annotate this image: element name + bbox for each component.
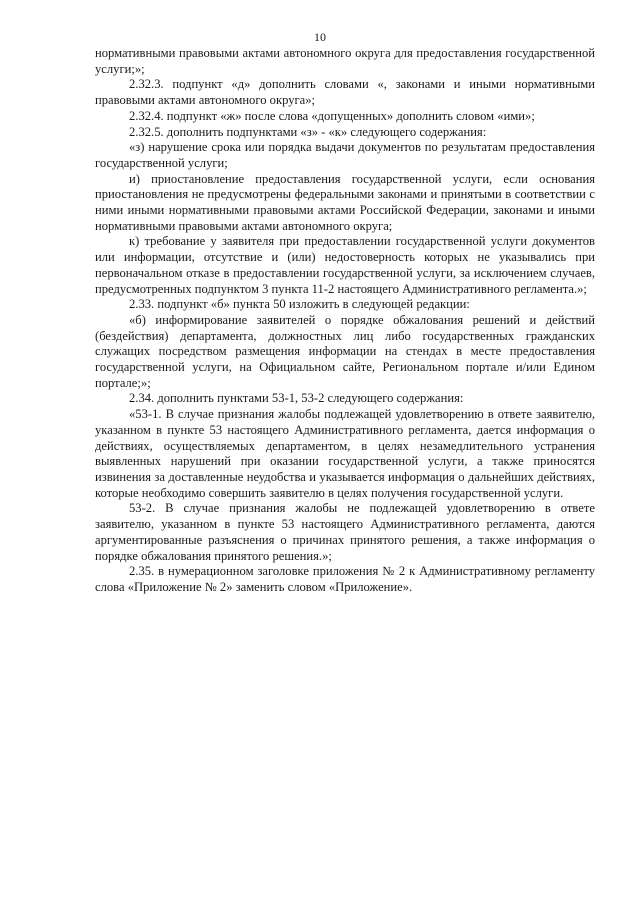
paragraph: нормативными правовыми актами автономного округа для предоставления государственной услуги;»; [95,46,595,76]
paragraph: 2.32.5. дополнить подпунктами «з» - «к» следующего содержания: [129,124,487,139]
paragraph: 53-2. В случае признания жалобы не подлежащей удовлетворению в ответе заявителю, указанном в пункте 53 настоящего Административного регламента, даются аргументированные разъяснения о причинах принятого решения, а также информация о порядке обжалования принятого решения.»; [95,501,595,563]
paragraph: и) приостановление предоставления государственной услуги, если основания приостановления не предусмотрены федеральными законами и принятыми в соответствии с ними иными нормативными правовыми актами Российской Федерации, законами и иными нормативными правовыми актами автономного округа; [95,171,595,233]
paragraph: «б) информирование заявителей о порядке обжалования решений и действий (бездействия) департамента, должностных лиц либо государственных гражданских служащих посредством размещения информации на стендах в месте предоставления государственной услуги, на Официальном сайте, Региональном портале и/или Едином портале;»; [95,312,595,390]
paragraph: 2.35. в нумерационном заголовке приложения № 2 к Административному регламенту слова «Приложение № 2» заменить словом «Приложение». [95,564,595,594]
paragraph: к) требование у заявителя при предоставлении государственной услуги документов или информации, отсутствие и (или) недостоверность которых не указывались при первоначальном отказе в предоставлении государственной услуги, за исключением случаев, предусмотренных подпунктом 3 пункта 11-2 настоящего Административного регламента.»; [95,234,595,296]
page-number: 10 [314,30,326,44]
paragraph: 2.32.3. подпункт «д» дополнить словами «, законами и иными нормативными правовыми актами автономного округа»; [95,77,595,108]
paragraph: 2.34. дополнить пунктами 53-1, 53-2 следующего содержания: [129,391,464,406]
paragraph: «з) нарушение срока или порядка выдачи документов по результатам предоставления государственной услуги; [95,140,595,170]
paragraph: 2.33. подпункт «б» пункта 50 изложить в следующей редакции: [129,297,470,312]
paragraph: «53-1. В случае признания жалобы подлежащей удовлетворению в ответе заявителю, указанном в пункте 53 настоящего Административного регламента, дается информация о действиях, осуществляемых департаментом, в целях незамедлительного устранения выявленных нарушений при оказании государственной услуги, а также приносятся извинения за доставленные неудобства и указывается информация о дальнейших действиях, которые необходимо совершить заявителю в целях получения государственной услуги. [95,407,595,500]
document-body [95,46,595,596]
paragraph: 2.32.4. подпункт «ж» после слова «допущенных» дополнить словом «ими»; [129,108,535,123]
